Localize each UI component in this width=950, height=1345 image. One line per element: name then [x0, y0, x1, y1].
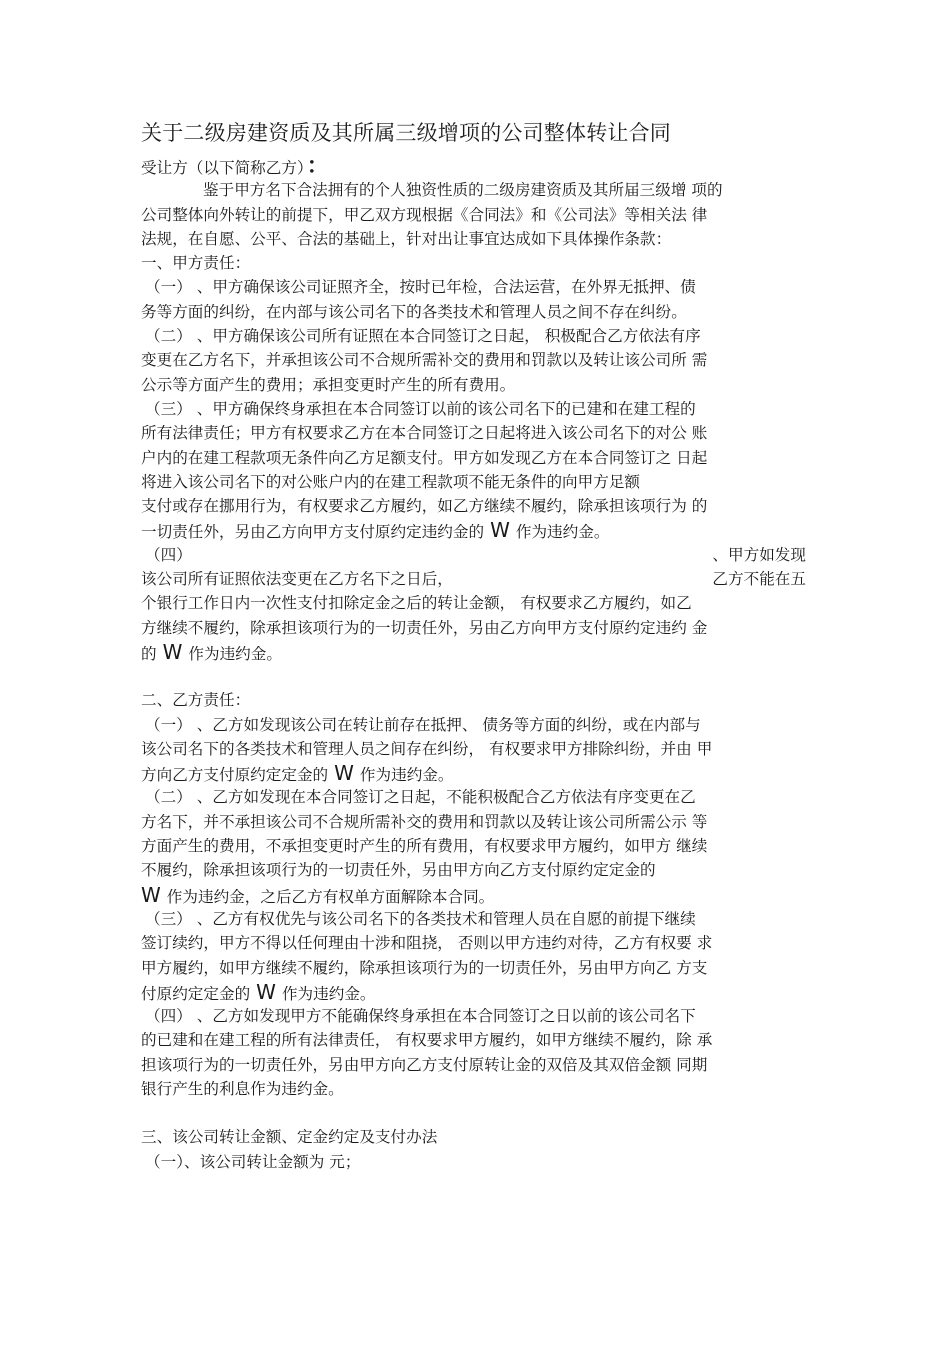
transferee-party-line	[141, 154, 806, 178]
section-heading-payment: 三、该公司转让金额、定金约定及支付办法	[141, 1128, 438, 1147]
clause-number: （四）	[145, 545, 192, 564]
intro-line: 鉴于甲方名下合法拥有的个人独资性质的二级房建资质及其所届三级增 项的	[203, 181, 723, 200]
clause-line	[141, 567, 806, 591]
clause-line: （四） 、乙方如发现甲方不能确保终身承担在本合同签订之日以前的该公司名下	[145, 1007, 696, 1026]
clause-line	[141, 543, 806, 567]
w-placeholder: W	[490, 518, 510, 543]
clause-text: 方向乙方支付原约定定金的	[141, 766, 329, 785]
clause-text: 作为违约金。	[188, 644, 282, 663]
clause-line: 该公司名下的各类技术和管理人员之间存在纠纷， 有权要求甲方排除纠纷，并由 甲	[141, 739, 713, 758]
clause-line	[141, 761, 806, 785]
clause-text: 付原约定定金的	[141, 984, 251, 1003]
clause-line: 务等方面的纠纷，在内部与该公司名下的各类技术和管理人员之间不存在纠纷。	[141, 302, 687, 321]
clause-text: 一切责任外，另由乙方向甲方支付原约定违约金的	[141, 523, 485, 542]
party-colon: ：	[306, 153, 329, 179]
w-placeholder: W	[141, 882, 161, 907]
clause-line: 的已建和在建工程的所有法律责任， 有权要求甲方履约，如甲方继续不履约，除 承	[141, 1031, 713, 1050]
clause-line: 甲方履约，如甲方继续不履约，除承担该项行为的一切责任外，另由甲方向乙 方支	[141, 958, 708, 977]
clause-line: 银行产生的利息作为违约金。	[141, 1079, 344, 1098]
contract-document	[141, 118, 806, 1174]
clause-line	[141, 980, 806, 1004]
intro-line: 公司整体向外转让的前提下，甲乙双方现根据《合同法》和《公司法》等相关法 律	[141, 205, 708, 224]
w-placeholder: W	[162, 639, 183, 664]
spacer	[141, 664, 806, 688]
intro-line: 法规，在自愿、公平、合法的基础上，针对出让事宜达成如下具体操作条款：	[141, 229, 672, 248]
clause-text: 作为违约金，之后乙方有权单方面解除本合同。	[166, 887, 495, 906]
section-heading-party-b: 二、乙方责任：	[141, 691, 251, 710]
clause-line: （三） 、甲方确保终身承担在本合同签订以前的该公司名下的已建和在建工程的	[145, 399, 696, 418]
clause-line: 方继续不履约，除承担该项行为的一切责任外，另由乙方向甲方支付原约定违约 金	[141, 618, 708, 637]
clause-text: 的	[141, 644, 157, 663]
clause-line: 个银行工作日内一次性支付扣除定金之后的转让金额， 有权要求乙方履约，如乙	[141, 594, 692, 613]
clause-text: 乙方不能在五	[712, 570, 806, 589]
clause-text: 作为违约金。	[515, 523, 610, 542]
document-title: 关于二级房建资质及其所属三级增项的公司整体转让合同	[141, 121, 671, 145]
clause-line	[141, 883, 806, 907]
clause-text: 该公司所有证照依法变更在乙方名下之日后，	[141, 570, 453, 589]
clause-line: 签订续约，甲方不得以任何理由十涉和阻挠， 否则以甲方违约对待，乙方有权要 求	[141, 934, 713, 953]
party-label: 受让方（以下简称乙方）	[141, 159, 305, 177]
clause-text: 作为违约金。	[281, 984, 376, 1003]
clause-line: 所有法律责任；甲方有权要求乙方在本合同签订之日起将进入该公司名下的对公 账	[141, 424, 708, 443]
clause-line: 户内的在建工程款项无条件向乙方足额支付。甲方如发现乙方在本合同签订之 日起	[141, 448, 708, 467]
clause-text: 作为违约金。	[359, 766, 454, 785]
clause-text: 、甲方如发现	[712, 545, 806, 564]
section-heading-party-a: 一、甲方责任：	[141, 254, 251, 273]
clause-line: 方面产生的费用，不承担变更时产生的所有费用，有权要求甲方履约，如甲方 继续	[141, 837, 708, 856]
clause-line: 方名下，并不承担该公司不合规所需补交的费用和罚款以及转让该公司所需公示 等	[141, 812, 708, 831]
clause-line	[141, 518, 806, 542]
clause-line: 变更在乙方名下，并承担该公司不合规所需补交的费用和罚款以及转让该公司所 需	[141, 351, 708, 370]
clause-line: 支付或存在挪用行为，有权要求乙方履约，如乙方继续不履约，除承担该项行为 的	[141, 497, 708, 516]
clause-line: 将进入该公司名下的对公账户内的在建工程款项不能无条件的向甲方足额	[141, 472, 641, 491]
clause-line: （三） 、乙方有权优先与该公司名下的各类技术和管理人员在自愿的前提下继续	[145, 909, 696, 928]
clause-line: 不履约，除承担该项行为的一切责任外，另由甲方向乙方支付原约定定金的	[141, 861, 656, 880]
w-placeholder: W	[256, 979, 276, 1004]
clause-line: （二） 、乙方如发现在本合同签订之日起，不能积极配合乙方依法有序变更在乙	[145, 788, 696, 807]
clause-line: 担该项行为的一切责任外，另由甲方向乙方支付原转让金的双倍及其双倍金额 同期	[141, 1055, 708, 1074]
clause-line: （一） 、甲方确保该公司证照齐全，按时已年检，合法运营，在外界无抵押、债	[145, 278, 696, 297]
spacer	[141, 1101, 806, 1125]
clause-line	[141, 640, 806, 664]
w-placeholder: W	[334, 761, 354, 786]
clause-line: 公示等方面产生的费用；承担变更时产生的所有费用。	[141, 375, 516, 394]
clause-line: （一）、该公司转让金额为 元；	[145, 1152, 361, 1171]
clause-line: （二） 、甲方确保该公司所有证照在本合同签订之日起， 积极配合乙方依法有序	[145, 327, 701, 346]
clause-line: （一） 、乙方如发现该公司在转让前存在抵押、 债务等方面的纠纷，或在内部与	[145, 715, 701, 734]
